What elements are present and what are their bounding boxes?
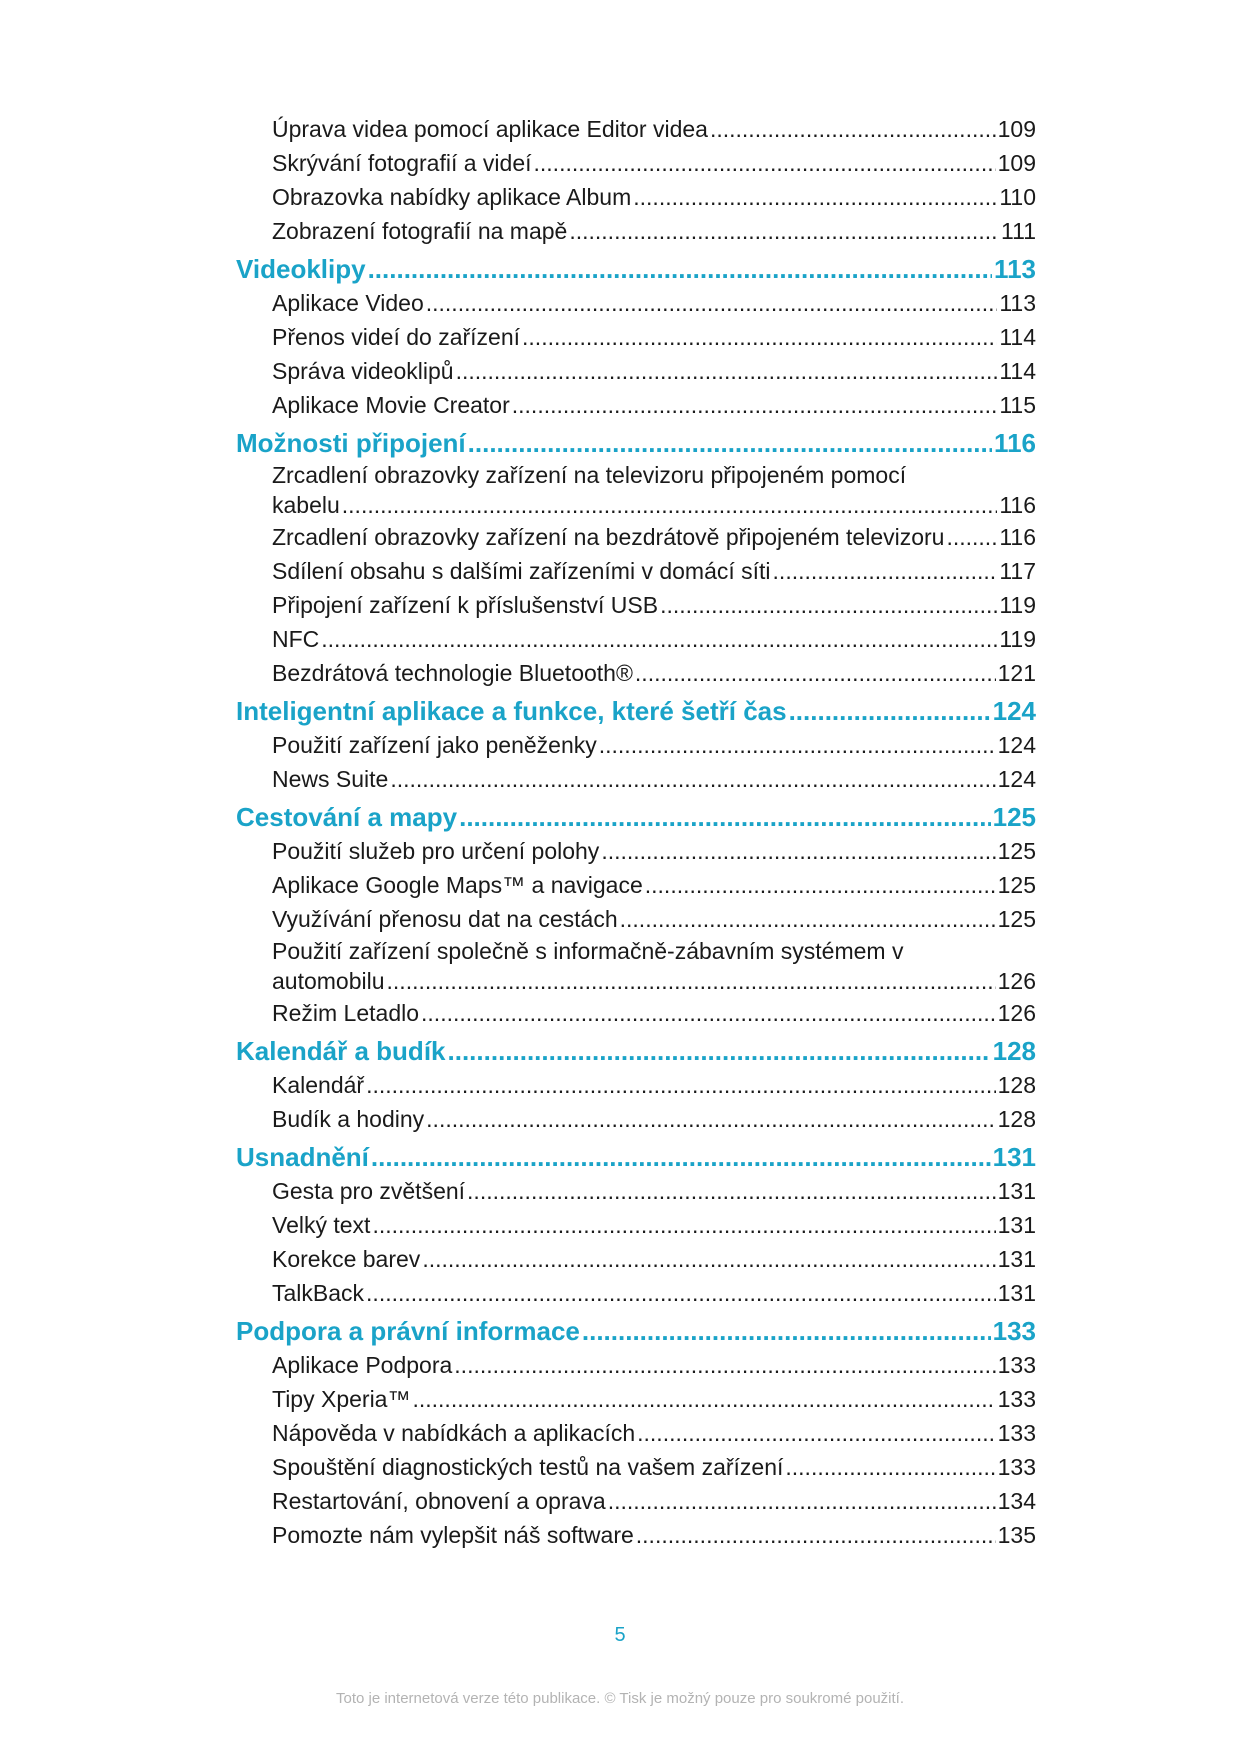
dot-leader — [387, 966, 996, 996]
toc-chapter-label: Videoklipy — [236, 254, 366, 284]
dot-leader — [599, 728, 996, 762]
dot-leader — [789, 694, 991, 728]
toc-entry[interactable] — [236, 554, 1036, 588]
toc-entry-label: Zobrazení fotografií na mapě — [272, 218, 568, 244]
toc-entry[interactable] — [236, 388, 1036, 422]
toc-entry-page: 110 — [999, 184, 1036, 210]
toc-entry-label: Úprava videa pomocí aplikace Editor videa — [272, 116, 708, 142]
toc-entry-label: Správa videoklipů — [272, 358, 454, 384]
toc-entry[interactable] — [236, 622, 1036, 656]
toc-entry-page: 109 — [997, 150, 1036, 176]
toc-entry-label: NFC — [272, 626, 320, 652]
toc-entry[interactable] — [236, 1348, 1036, 1382]
toc-chapter-page: 131 — [992, 1142, 1036, 1172]
dot-leader — [321, 622, 997, 656]
toc-entry[interactable] — [236, 728, 1036, 762]
dot-leader — [422, 1242, 995, 1276]
toc-entry-label: Sdílení obsahu s dalšími zařízeními v domácí síti — [272, 558, 771, 584]
toc-entry-label: Režim Letadlo — [272, 1000, 420, 1026]
toc-entry-label: Kalendář — [272, 1072, 365, 1098]
toc-entry-label: Připojení zařízení k příslušenství USB — [272, 592, 659, 618]
toc-entry[interactable] — [236, 1518, 1036, 1552]
toc-entry-page: 111 — [1001, 218, 1036, 244]
toc-entry-label: Použití zařízení jako peněženky — [272, 732, 597, 758]
toc-entry[interactable] — [236, 1484, 1036, 1518]
toc-entry-label: TalkBack — [272, 1280, 365, 1306]
footer-note: Toto je internetová verze této publikace. © Tisk je možný pouze pro soukromé použití. — [335, 1690, 904, 1707]
toc-entry-label: Bezdrátová technologie Bluetooth® — [272, 660, 633, 686]
toc-entry[interactable] — [236, 1174, 1036, 1208]
toc-entry-page: 117 — [999, 558, 1036, 584]
toc-entry-label: News Suite — [272, 766, 389, 792]
toc-entry-label: Nápověda v nabídkách a aplikacích — [272, 1420, 636, 1446]
toc-chapter-page: 113 — [994, 254, 1036, 284]
toc-entry[interactable] — [236, 354, 1036, 388]
dot-leader — [636, 1518, 996, 1552]
toc-chapter[interactable] — [236, 252, 1036, 286]
dot-leader — [468, 426, 992, 460]
toc-entry[interactable] — [236, 996, 1036, 1030]
toc-entry-label: Tipy Xperia™ — [272, 1386, 411, 1412]
toc-entry-page: 128 — [997, 1106, 1036, 1132]
dot-leader — [421, 996, 996, 1030]
toc-chapter[interactable] — [236, 1034, 1036, 1068]
toc-chapter[interactable] — [236, 694, 1036, 728]
dot-leader — [534, 146, 996, 180]
dot-leader — [412, 1382, 995, 1416]
toc-entry-page: 135 — [997, 1522, 1036, 1548]
dot-leader — [608, 1484, 996, 1518]
toc-entry[interactable] — [236, 1102, 1036, 1136]
toc-chapter-page: 128 — [992, 1036, 1036, 1066]
toc-entry-page: 133 — [997, 1352, 1036, 1378]
dot-leader — [467, 1174, 996, 1208]
dot-leader — [390, 762, 995, 796]
toc-entry[interactable] — [236, 1208, 1036, 1242]
dot-leader — [368, 252, 992, 286]
toc-entry-page: 124 — [997, 732, 1036, 758]
toc-entry-page: 134 — [997, 1488, 1036, 1514]
toc-entry-page: 131 — [997, 1178, 1036, 1204]
dot-leader — [456, 354, 998, 388]
toc-entry-page: 131 — [997, 1212, 1036, 1238]
toc-entry-page: 125 — [997, 838, 1036, 864]
toc-entry-page: 114 — [999, 324, 1036, 350]
toc-entry-label: kabelu — [272, 492, 340, 518]
table-of-contents — [236, 112, 1036, 1552]
toc-entry-label: Zrcadlení obrazovky zařízení na bezdrátově připojeném televizoru — [272, 524, 945, 550]
toc-entry-label: Restartování, obnovení a oprava — [272, 1488, 606, 1514]
dot-leader — [371, 1140, 991, 1174]
dot-leader — [569, 214, 999, 248]
toc-entry-page: 119 — [999, 626, 1036, 652]
toc-entry[interactable] — [236, 1068, 1036, 1102]
dot-leader — [773, 554, 998, 588]
dot-leader — [660, 588, 997, 622]
dot-leader — [372, 1208, 995, 1242]
dot-leader — [366, 1276, 996, 1310]
toc-entry[interactable] — [236, 868, 1036, 902]
toc-entry-page: 125 — [997, 906, 1036, 932]
page-number: 5 — [614, 1624, 626, 1646]
toc-entry[interactable] — [236, 902, 1036, 936]
toc-entry-page: 109 — [997, 116, 1036, 142]
toc-entry[interactable] — [236, 1416, 1036, 1450]
toc-entry[interactable] — [236, 1276, 1036, 1310]
toc-entry-label: Pomozte nám vylepšit náš software — [272, 1522, 634, 1548]
toc-entry[interactable] — [236, 1382, 1036, 1416]
toc-entry[interactable] — [236, 1242, 1036, 1276]
toc-chapter-page: 133 — [992, 1316, 1036, 1346]
dot-leader — [512, 388, 998, 422]
dot-leader — [582, 1314, 991, 1348]
toc-chapter-label: Cestování a mapy — [236, 802, 458, 832]
toc-entry-label-line1: Zrcadlení obrazovky zařízení na televizoru připojeném pomocí — [272, 462, 907, 488]
toc-entry-page: 124 — [997, 766, 1036, 792]
toc-entry-label: automobilu — [272, 968, 385, 994]
toc-chapter[interactable] — [236, 1140, 1036, 1174]
toc-entry-page: 133 — [997, 1454, 1036, 1480]
toc-entry-page: 116 — [999, 524, 1036, 550]
dot-leader — [426, 286, 998, 320]
toc-entry-label: Aplikace Podpora — [272, 1352, 453, 1378]
toc-entry-label: Spouštění diagnostických testů na vašem zařízení — [272, 1454, 784, 1480]
toc-entry-page: 125 — [997, 872, 1036, 898]
toc-entry-label: Aplikace Video — [272, 290, 424, 316]
toc-entry-page: 133 — [997, 1386, 1036, 1412]
toc-entry-label: Obrazovka nabídky aplikace Album — [272, 184, 632, 210]
toc-entry-page: 119 — [999, 592, 1036, 618]
dot-leader — [645, 868, 996, 902]
toc-chapter-page: 116 — [994, 428, 1036, 458]
toc-entry-label: Aplikace Movie Creator — [272, 392, 510, 418]
toc-entry-page: 113 — [999, 290, 1036, 316]
toc-entry[interactable] — [236, 460, 1036, 520]
toc-entry[interactable] — [236, 146, 1036, 180]
toc-entry-label: Využívání přenosu dat na cestách — [272, 906, 618, 932]
dot-leader — [637, 1416, 995, 1450]
toc-entry[interactable] — [236, 834, 1036, 868]
toc-chapter[interactable] — [236, 426, 1036, 460]
toc-chapter[interactable] — [236, 1314, 1036, 1348]
toc-entry[interactable] — [236, 520, 1036, 554]
toc-chapter-label: Kalendář a budík — [236, 1036, 446, 1066]
dot-leader — [459, 800, 991, 834]
dot-leader — [601, 834, 995, 868]
toc-entry[interactable] — [236, 936, 1036, 996]
toc-entry-label: Korekce barev — [272, 1246, 421, 1272]
toc-entry-label-line1: Použití zařízení společně s informačně-zábavním systémem v — [272, 938, 904, 964]
toc-entry-page: 131 — [997, 1246, 1036, 1272]
dot-leader — [448, 1034, 991, 1068]
toc-entry[interactable] — [236, 588, 1036, 622]
toc-entry-page: 128 — [997, 1072, 1036, 1098]
dot-leader — [522, 320, 997, 354]
toc-entry[interactable] — [236, 762, 1036, 796]
dot-leader — [633, 180, 997, 214]
toc-entry[interactable] — [236, 180, 1036, 214]
toc-entry-label: Použití služeb pro určení polohy — [272, 838, 600, 864]
toc-entry-label: Přenos videí do zařízení — [272, 324, 521, 350]
toc-entry[interactable] — [236, 656, 1036, 690]
toc-entry[interactable] — [236, 1450, 1036, 1484]
toc-entry-page: 121 — [997, 660, 1036, 686]
toc-entry-page: 126 — [997, 968, 1036, 994]
toc-chapter-label: Inteligentní aplikace a funkce, které šetří čas — [236, 696, 787, 726]
toc-entry[interactable] — [236, 112, 1036, 146]
toc-entry-page: 126 — [997, 1000, 1036, 1026]
dot-leader — [620, 902, 996, 936]
dot-leader — [635, 656, 996, 690]
dot-leader — [454, 1348, 995, 1382]
dot-leader — [785, 1450, 995, 1484]
toc-chapter-page: 124 — [992, 696, 1036, 726]
toc-entry[interactable] — [236, 286, 1036, 320]
toc-entry-label: Skrývání fotografií a videí — [272, 150, 532, 176]
toc-chapter-page: 125 — [992, 802, 1036, 832]
toc-entry-label: Gesta pro zvětšení — [272, 1178, 466, 1204]
toc-entry[interactable] — [236, 214, 1036, 248]
toc-chapter-label: Podpora a právní informace — [236, 1316, 580, 1346]
toc-entry-page: 133 — [997, 1420, 1036, 1446]
toc-chapter-label: Usnadnění — [236, 1142, 369, 1172]
dot-leader — [710, 112, 996, 146]
dot-leader — [426, 1102, 995, 1136]
toc-entry-label: Velký text — [272, 1212, 371, 1238]
dot-leader — [342, 490, 998, 520]
toc-entry-page: 115 — [999, 392, 1036, 418]
toc-entry-page: 116 — [999, 492, 1036, 518]
toc-entry-page: 131 — [997, 1280, 1036, 1306]
toc-chapter-label: Možnosti připojení — [236, 428, 466, 458]
dot-leader — [946, 520, 997, 554]
toc-entry[interactable] — [236, 320, 1036, 354]
toc-entry-page: 114 — [999, 358, 1036, 384]
toc-entry-label: Aplikace Google Maps™ a navigace — [272, 872, 643, 898]
toc-chapter[interactable] — [236, 800, 1036, 834]
dot-leader — [366, 1068, 996, 1102]
toc-entry-label: Budík a hodiny — [272, 1106, 425, 1132]
